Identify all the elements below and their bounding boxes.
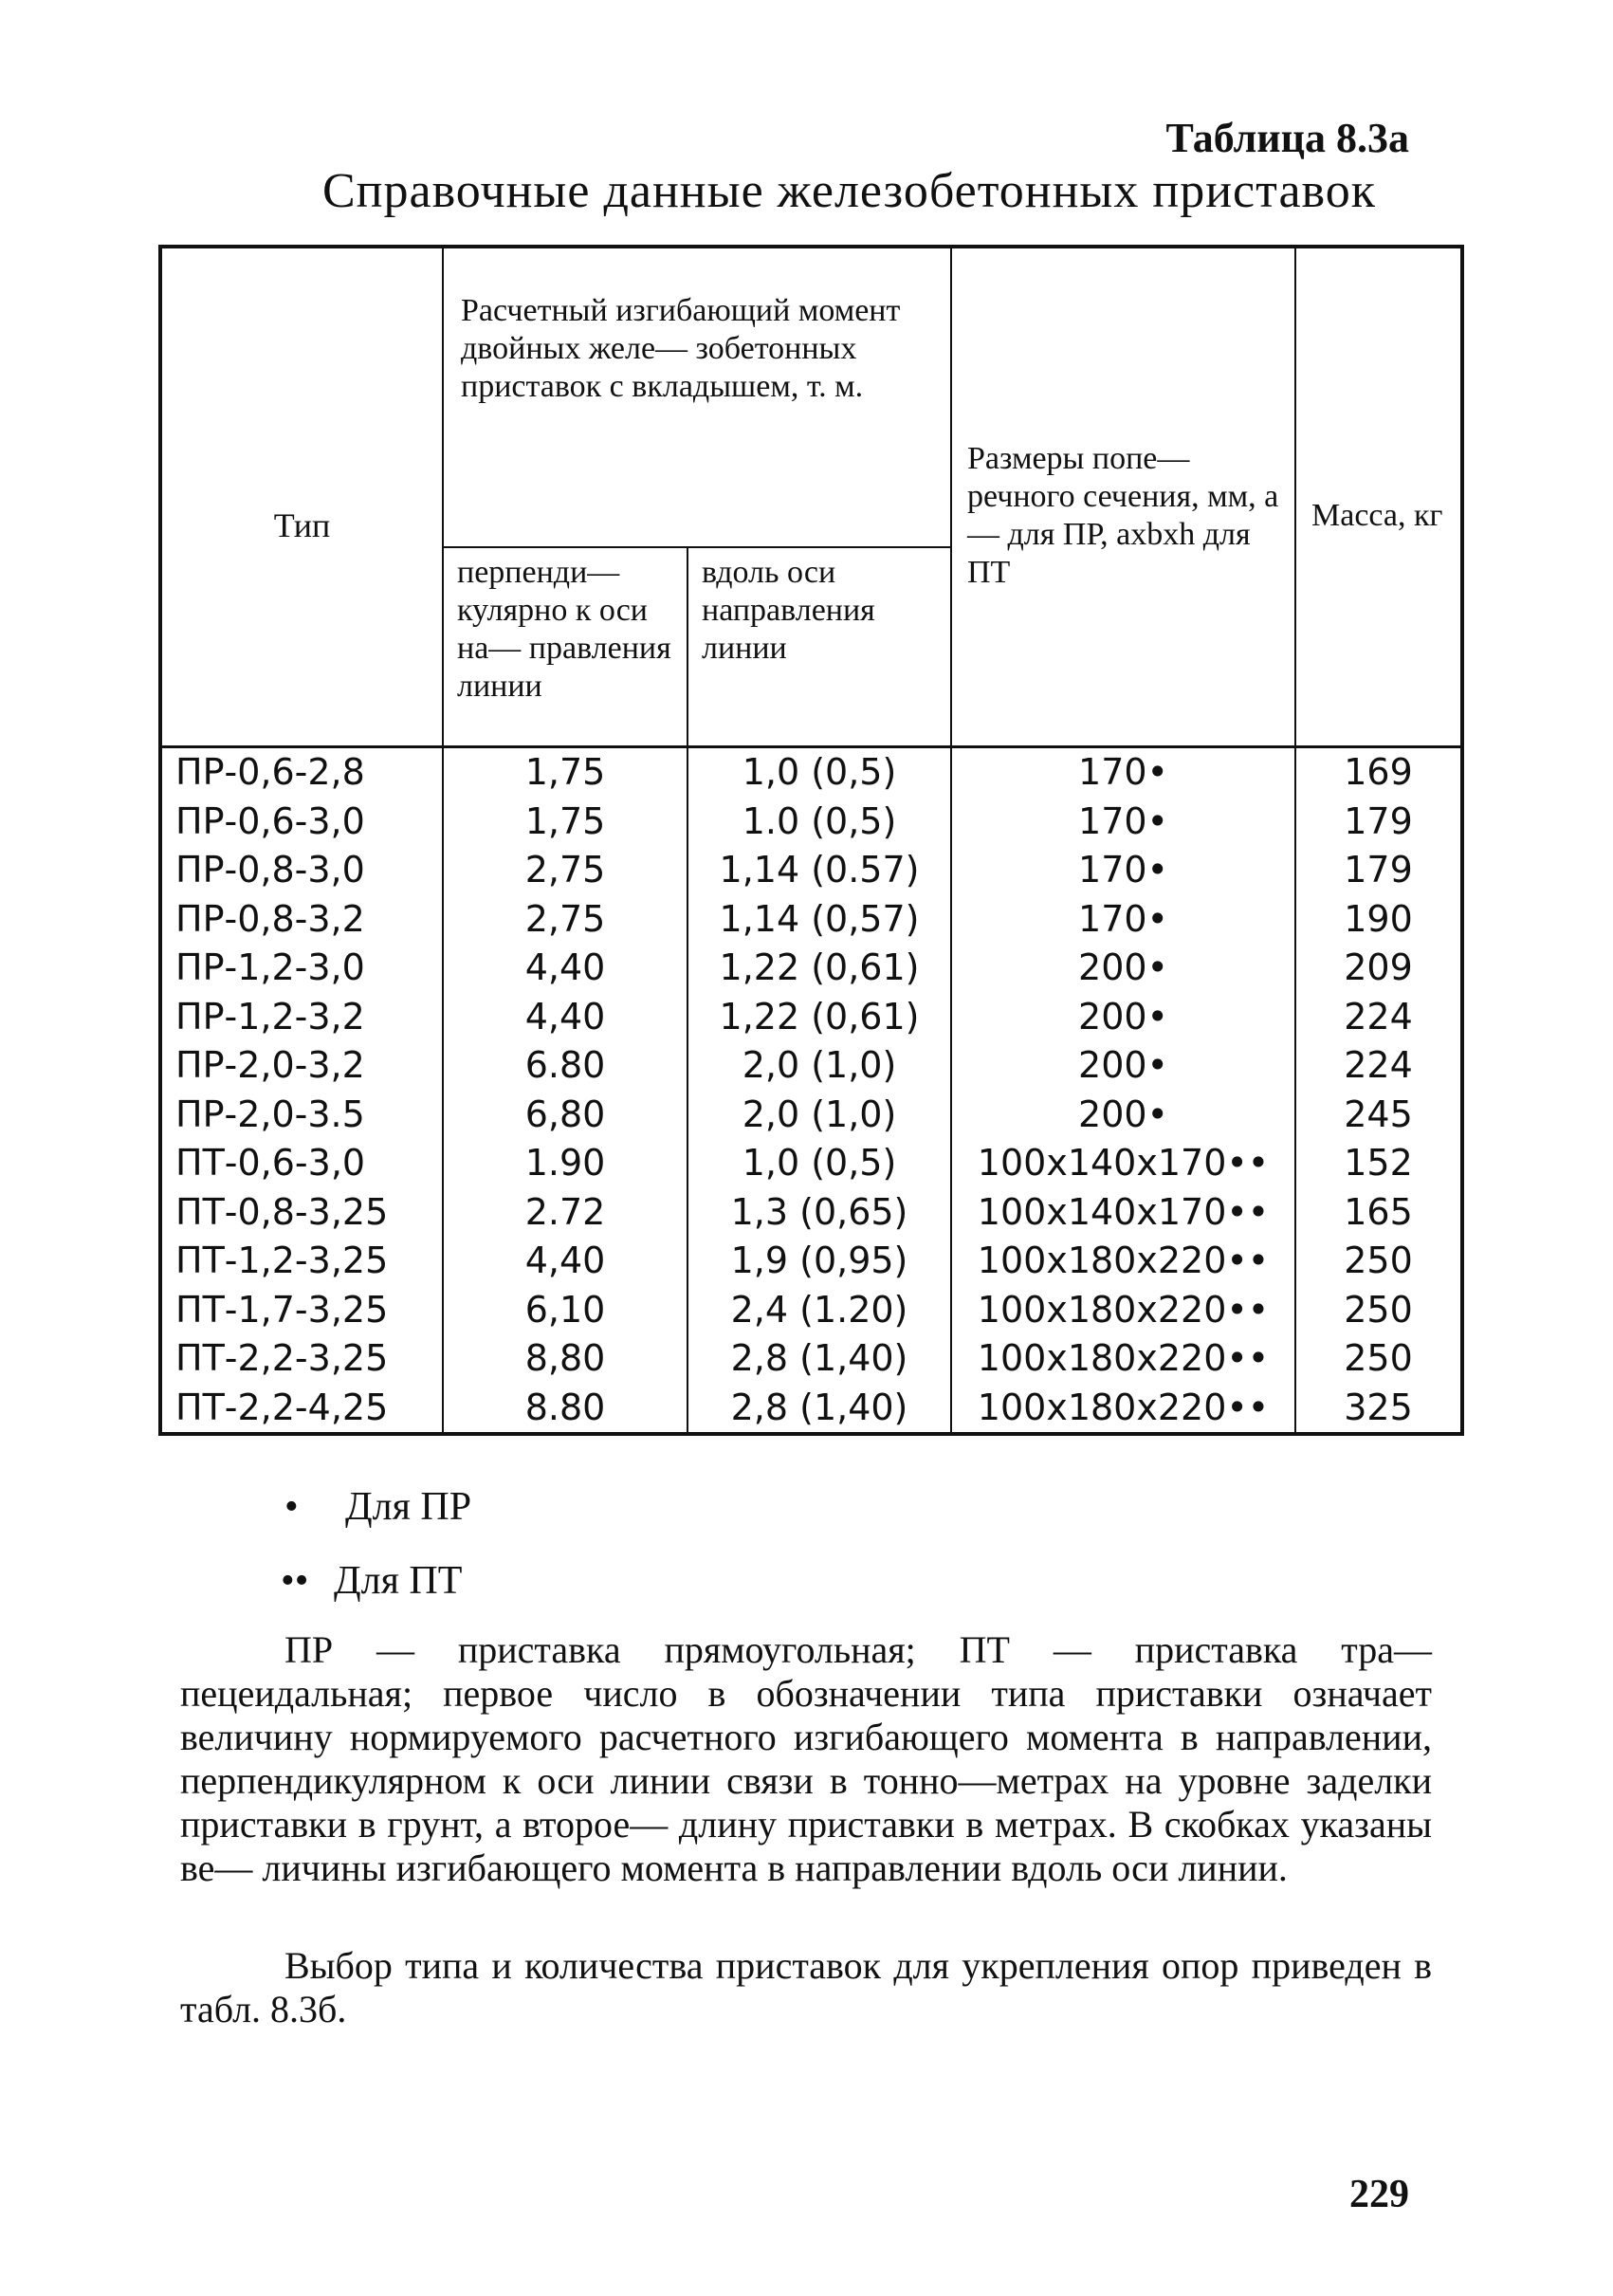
- cell-size: 200•: [951, 993, 1295, 1042]
- table-row: [160, 993, 1462, 1042]
- cell-moment-perpendicular: 6.80: [443, 1041, 687, 1091]
- cell-mass: 250: [1295, 1286, 1462, 1335]
- cell-moment-along: 2,0 (1,0): [687, 1041, 951, 1091]
- legend-item-pr: [284, 1484, 471, 1530]
- table-row: [160, 895, 1462, 945]
- legend-text: Для ПТ: [334, 1559, 463, 1603]
- table-number: Таблица 8.3а: [1165, 115, 1409, 161]
- cell-type: ПР-0,6-2,8: [160, 747, 443, 798]
- cell-moment-along: 2,0 (1,0): [687, 1091, 951, 1140]
- cell-size: 100x180x220••: [951, 1237, 1295, 1286]
- cell-moment-along: 1,9 (0,95): [687, 1237, 951, 1286]
- cell-mass: 245: [1295, 1091, 1462, 1140]
- cell-size: 100x140x170••: [951, 1188, 1295, 1238]
- cell-mass: 165: [1295, 1188, 1462, 1238]
- header-moment-group: Расчетный изгибающий момент двойных желе— зобетонных приставок с вкладышем, т. м.: [443, 247, 951, 547]
- cell-moment-perpendicular: 1,75: [443, 798, 687, 847]
- header-moment-along: вдоль оси направления линии: [687, 547, 951, 747]
- cell-moment-perpendicular: 2.72: [443, 1188, 687, 1238]
- cell-mass: 179: [1295, 798, 1462, 847]
- table-row: [160, 1286, 1462, 1335]
- cell-mass: 224: [1295, 1041, 1462, 1091]
- cell-mass: 169: [1295, 747, 1462, 798]
- table-row: [160, 1237, 1462, 1286]
- cell-moment-along: 1,0 (0,5): [687, 747, 951, 798]
- cell-moment-along: 2,8 (1,40): [687, 1334, 951, 1384]
- header-sizes: Размеры попе— речного сечения, мм, a — для ПР, axbxh для ПТ: [951, 247, 1295, 747]
- cell-moment-perpendicular: 4,40: [443, 993, 687, 1042]
- cell-type: ПР-2,0-3,2: [160, 1041, 443, 1091]
- cell-size: 200•: [951, 1091, 1295, 1140]
- cell-type: ПТ-1,2-3,25: [160, 1237, 443, 1286]
- table-row: [160, 846, 1462, 895]
- header-type: Тип: [160, 247, 443, 747]
- cell-moment-perpendicular: 2,75: [443, 846, 687, 895]
- cell-moment-along: 1,22 (0,61): [687, 944, 951, 993]
- cell-type: ПТ-0,8-3,25: [160, 1188, 443, 1238]
- table-row: [160, 944, 1462, 993]
- cell-moment-along: 1,3 (0,65): [687, 1188, 951, 1238]
- cell-moment-perpendicular: 2,75: [443, 895, 687, 945]
- cell-mass: 209: [1295, 944, 1462, 993]
- table-row: [160, 798, 1462, 847]
- cell-type: ПР-0,8-3,2: [160, 895, 443, 945]
- table-row: [160, 1334, 1462, 1384]
- cell-moment-along: 1,14 (0,57): [687, 895, 951, 945]
- table-row: [160, 1188, 1462, 1238]
- cell-mass: 152: [1295, 1139, 1462, 1188]
- cell-moment-perpendicular: 6,10: [443, 1286, 687, 1335]
- table-row: [160, 747, 1462, 798]
- cell-moment-along: 2,8 (1,40): [687, 1384, 951, 1435]
- cell-mass: 179: [1295, 846, 1462, 895]
- cell-moment-along: 1.0 (0,5): [687, 798, 951, 847]
- cell-type: ПР-0,8-3,0: [160, 846, 443, 895]
- cell-moment-perpendicular: 4,40: [443, 944, 687, 993]
- cell-mass: 190: [1295, 895, 1462, 945]
- cell-moment-along: 2,4 (1.20): [687, 1286, 951, 1335]
- page-number: 229: [1349, 2173, 1409, 2216]
- cell-mass: 250: [1295, 1334, 1462, 1384]
- cell-size: 200•: [951, 1041, 1295, 1091]
- cell-moment-along: 1,14 (0.57): [687, 846, 951, 895]
- cell-moment-perpendicular: 8.80: [443, 1384, 687, 1435]
- cell-moment-perpendicular: 6,80: [443, 1091, 687, 1140]
- cell-size: 100x180x220••: [951, 1286, 1295, 1335]
- cell-moment-perpendicular: 1,75: [443, 747, 687, 798]
- explanation-paragraph: ПР — приставка прямоугольная; ПТ — приставка тра— пецеидальная; первое число в обозначении типа приставки означает величину нормируемого расчетного изгибающего момента в направлении, перпендикулярном к оси линии связи в тонно—метрах на уровне заделки приставки в грунт, а второе— длину приставки в метрах. В скобках указаны ве— личины изгибающего момента в направлении вдоль оси линии.: [180, 1628, 1432, 1889]
- table-row: [160, 1139, 1462, 1188]
- cell-moment-along: 1,22 (0,61): [687, 993, 951, 1042]
- cell-size: 170•: [951, 895, 1295, 945]
- cell-moment-along: 1,0 (0,5): [687, 1139, 951, 1188]
- cell-moment-perpendicular: 8,80: [443, 1334, 687, 1384]
- table-row: [160, 1384, 1462, 1435]
- cell-type: ПР-0,6-3,0: [160, 798, 443, 847]
- cell-type: ПР-1,2-3,0: [160, 944, 443, 993]
- cell-size: 100x180x220••: [951, 1384, 1295, 1435]
- table-title: Справочные данные железобетонных приставок: [322, 164, 1376, 218]
- cell-type: ПТ-2,2-3,25: [160, 1334, 443, 1384]
- cell-mass: 250: [1295, 1237, 1462, 1286]
- cell-moment-perpendicular: 4,40: [443, 1237, 687, 1286]
- cell-size: 170•: [951, 747, 1295, 798]
- cell-moment-perpendicular: 1.90: [443, 1139, 687, 1188]
- cell-type: ПТ-0,6-3,0: [160, 1139, 443, 1188]
- cell-mass: 325: [1295, 1384, 1462, 1435]
- cell-type: ПР-1,2-3,2: [160, 993, 443, 1042]
- reference-table: [158, 245, 1464, 1436]
- cell-type: ПТ-1,7-3,25: [160, 1286, 443, 1335]
- cell-size: 100x140x170••: [951, 1139, 1295, 1188]
- legend-text: Для ПР: [345, 1485, 472, 1529]
- cell-size: 170•: [951, 798, 1295, 847]
- bullet-mark: •: [284, 1485, 299, 1529]
- header-moment-perpendicular: перпенди— кулярно к оси на— правления линии: [443, 547, 687, 747]
- cell-size: 200•: [951, 944, 1295, 993]
- header-mass: Масса, кг: [1295, 247, 1462, 747]
- table-row: [160, 1091, 1462, 1140]
- cell-mass: 224: [1295, 993, 1462, 1042]
- cell-type: ПТ-2,2-4,25: [160, 1384, 443, 1435]
- cell-type: ПР-2,0-3.5: [160, 1091, 443, 1140]
- reference-paragraph: Выбор типа и количества приставок для укрепления опор приведен в табл. 8.3б.: [180, 1944, 1432, 2030]
- cell-size: 100x180x220••: [951, 1334, 1295, 1384]
- table-row: [160, 1041, 1462, 1091]
- cell-size: 170•: [951, 846, 1295, 895]
- double-bullet-mark: ••: [281, 1559, 309, 1603]
- legend-item-pt: [281, 1558, 462, 1604]
